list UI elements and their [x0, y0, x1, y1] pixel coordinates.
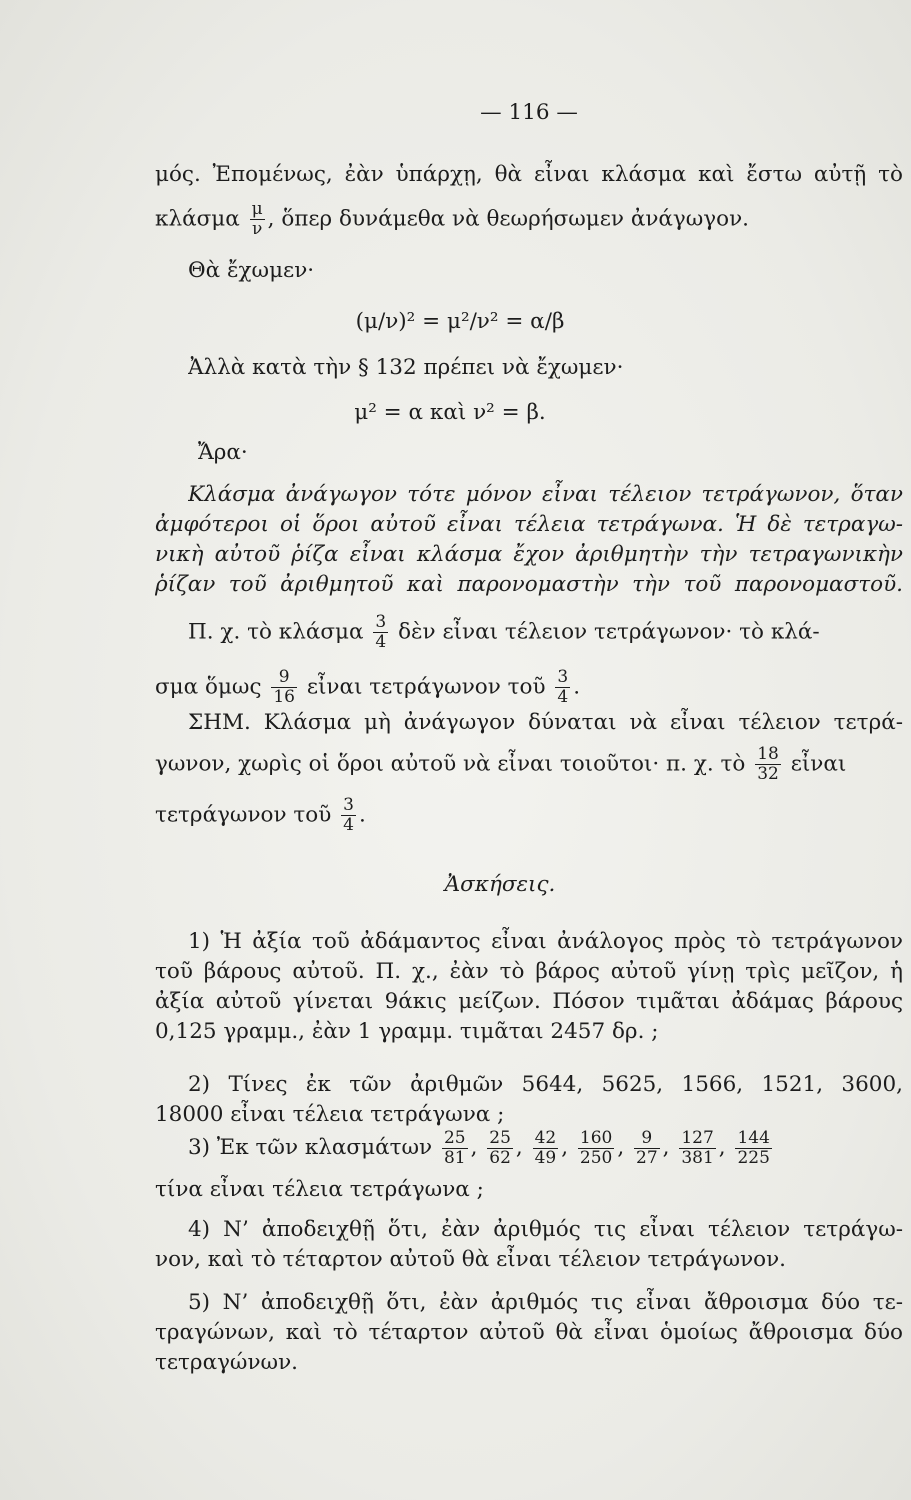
denominator: 4 [375, 632, 387, 652]
text-line-7: Ἄρα· [198, 440, 248, 465]
text-fragment: γωνον, χωρὶς οἱ ὅροι αὐτοῦ νὰ εἶναι τοιοῦτοι· π. χ. τὸ [155, 751, 746, 777]
denominator: 225 [737, 1147, 770, 1168]
exercise-5-line-2: τραγώνων, καὶ τὸ τέταρτον αὐτοῦ θὰ εἶναι ὁμοίως ἄθροισμα δύο [155, 1320, 903, 1345]
separator: , [515, 1135, 530, 1160]
text-fragment: , ὅπερ δυνάμεθα νὰ θεωρήσωμεν ἀνάγωγον. [267, 206, 750, 232]
text-fragment: δὲν εἶναι τέλειον τετράγωνον· τὸ κλά- [398, 619, 820, 645]
text-line-16: τετράγωνον τοῦ $\frac{3}{4}$ . [155, 796, 366, 835]
numerator: 25 [489, 1127, 511, 1148]
text-fragment: σμα ὅμως [155, 674, 262, 700]
numerator: 3 [557, 668, 569, 687]
fraction-item [533, 1129, 559, 1168]
text-fragment: 3) Ἐκ τῶν κλασμάτων [188, 1135, 433, 1160]
numerator: 3 [343, 796, 354, 815]
text-line-14: ΣΗΜ. Κλάσμα μὴ ἀνάγωγον δύναται νὰ εἶναι τέλειον τετρά- [188, 710, 903, 735]
denominator: 250 [579, 1147, 613, 1168]
exercise-5-line-3: τετραγώνων. [155, 1350, 298, 1375]
exercise-1-line-1: 1) Ἡ ἀξία τοῦ ἀδάμαντος εἶναι ἀνάλογος πρὸς τὸ τετράγωνον [188, 929, 903, 954]
exercise-4-line-2: νον, καὶ τὸ τέταρτον αὐτοῦ θὰ εἶναι τέλειον τετράγωνον. [155, 1247, 786, 1272]
separator: , [617, 1135, 631, 1160]
exercise-4-line-1: 4) Ν’ ἀποδειχθῇ ὅτι, ἐὰν ἀριθμός τις εἶναι τέλειον τετράγω- [188, 1217, 903, 1242]
numerator: 3 [375, 613, 387, 632]
numerator: 144 [737, 1127, 770, 1148]
fraction-list [439, 1127, 775, 1168]
text-fragment: κλάσμα [155, 206, 240, 232]
text-line-5: Ἀλλὰ κατὰ τὴν § 132 πρέπει νὰ ἔχωμεν· [188, 355, 624, 380]
numerator: 9 [634, 1129, 660, 1149]
exercises-heading: Ἀσκήσεις. [444, 872, 556, 897]
theorem-line-2: ἀμφότεροι οἱ ὅροι αὐτοῦ εἶναι τέλεια τετράγωνα. Ἡ δὲ τετραγω- [155, 512, 903, 537]
exercise-5-line-1: 5) Ν’ ἀποδειχθῇ ὅτι, ἐὰν ἀριθμός τις εἶναι ἄθροισμα δύο τε- [188, 1290, 903, 1315]
fraction-item [679, 1129, 715, 1168]
equation-1: (μ/ν)² = μ²/ν² = α/β [355, 309, 565, 334]
fraction-3-4 [555, 668, 570, 707]
fraction-18-32 [755, 745, 781, 784]
numerator: 9 [271, 668, 297, 688]
fraction-mu-nu [250, 200, 265, 239]
exercise-2-line-2: 18000 εἶναι τέλεια τετράγωνα ; [155, 1102, 505, 1127]
denominator: 49 [534, 1147, 557, 1168]
fraction-3-4 [341, 796, 356, 835]
theorem-line-4: ῥίζαν τοῦ ἀριθμητοῦ καὶ παρονομαστὴν τὴν τοῦ παρονομαστοῦ. [155, 572, 903, 597]
denominator: 32 [757, 764, 779, 784]
text-line-13: σμα ὅμως $\frac{9}{16}$ εἶναι τετράγωνον τοῦ $\frac{3}{4}$ . [155, 668, 581, 707]
fraction-item [442, 1129, 468, 1168]
exercise-2-line-1: 2) Τίνες ἐκ τῶν ἀριθμῶν 5644, 5625, 1566, 1521, 3600, [188, 1072, 903, 1097]
exercise-1-line-4: 0,125 γραμμ., ἐὰν 1 γραμμ. τιμᾶται 2457 δρ. ; [155, 1019, 659, 1044]
denominator: 27 [636, 1147, 658, 1168]
fraction-3-4 [373, 613, 388, 652]
denominator: 16 [273, 687, 295, 707]
numerator: 160 [579, 1127, 613, 1148]
denominator: 381 [681, 1147, 714, 1168]
exercise-1-line-2: τοῦ βάρους αὐτοῦ. Π. χ., ἐὰν τὸ βάρος αὐτοῦ γίνῃ τρὶς μεῖζον, ἡ [155, 959, 903, 984]
numerator: 42 [534, 1127, 557, 1148]
numerator: 18 [757, 745, 779, 764]
theorem-line-1: Κλάσμα ἀνάγωγον τότε μόνον εἶναι τέλειον τετράγωνον, ὅταν [188, 482, 903, 507]
equation-2: μ² = α καὶ ν² = β. [354, 400, 546, 425]
denominator: 4 [343, 815, 354, 835]
page-number: — 116 — [480, 100, 578, 125]
text-fragment: εἶναι [790, 751, 847, 777]
text-line-1: μός. Ἐπομένως, ἐὰν ὑπάρχῃ, θὰ εἶναι κλάσμα καὶ ἔστω αὐτῇ τὸ [155, 162, 903, 187]
separator: , [470, 1135, 485, 1160]
theorem-line-3: νικὴ αὐτοῦ ῥίζα εἶναι κλάσμα ἔχον ἀριθμητὴν τὴν τετραγωνικὴν [155, 542, 903, 567]
fraction-item [578, 1129, 614, 1168]
text-line-3: Θὰ ἔχωμεν· [188, 258, 315, 283]
text-fragment: εἶναι τετράγωνον τοῦ [306, 674, 546, 700]
exercise-1-line-3: ἀξία αὐτοῦ γίνεται 9άκις μείζων. Πόσον τιμᾶται ἀδάμας βάρους [155, 989, 903, 1014]
numerator: 25 [443, 1127, 466, 1148]
text-line-2 [155, 200, 903, 239]
text-fragment: τετράγωνον τοῦ [155, 802, 332, 828]
denominator: 81 [443, 1147, 466, 1168]
denominator: ν [251, 219, 263, 239]
separator: , [662, 1135, 677, 1160]
separator: , [561, 1135, 575, 1160]
denominator: 4 [557, 687, 569, 707]
exercise-3-line-2: τίνα εἶναι τέλεια τετράγωνα ; [155, 1177, 484, 1202]
numerator: μ [251, 200, 263, 219]
fraction-9-16 [271, 668, 297, 707]
separator: , [718, 1135, 733, 1160]
text-fragment: Π. χ. τὸ κλάσμα [188, 619, 364, 645]
exercise-3-line-1 [188, 1125, 903, 1171]
text-line-12 [188, 613, 903, 652]
numerator: 127 [681, 1127, 714, 1148]
denominator: 62 [489, 1147, 511, 1168]
text-line-15 [155, 745, 903, 784]
fraction-item [487, 1129, 513, 1168]
fraction-item [735, 1129, 771, 1168]
fraction-item [634, 1129, 660, 1168]
